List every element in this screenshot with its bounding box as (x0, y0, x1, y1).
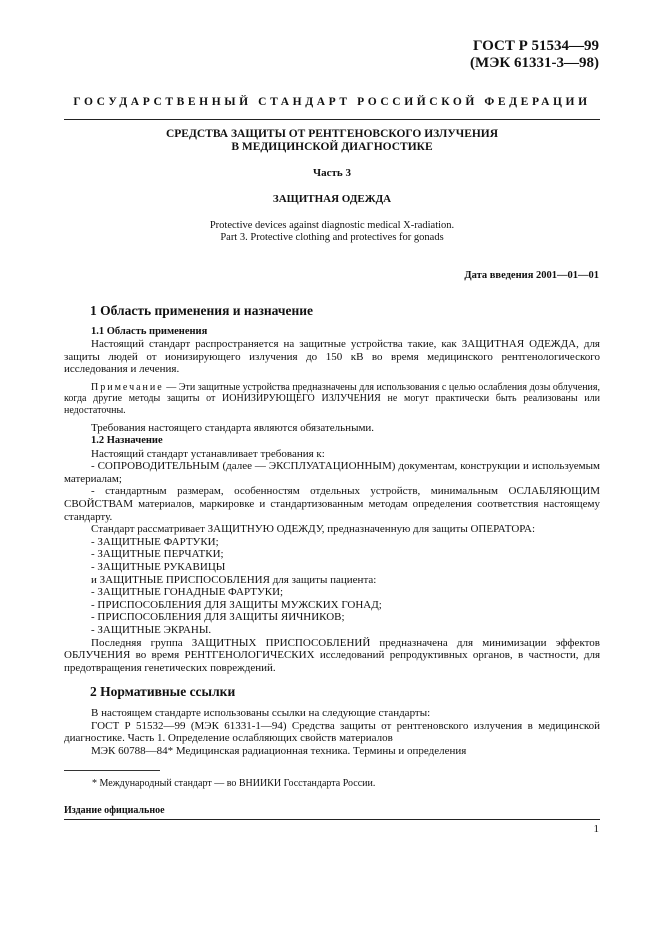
references-intro: В настоящем стандарте использованы ссылки на следующие стандарты: (91, 706, 431, 719)
note-paragraph (64, 382, 600, 417)
english-title-line-1: Protective devices against diagnostic medical X-radiation. (209, 220, 455, 231)
english-title (64, 220, 600, 244)
purpose-intro: Настоящий стандарт устанавливает требования к: (91, 447, 325, 460)
standard-designation (470, 38, 599, 72)
patient-intro: и ЗАЩИТНЫЕ ПРИСПОСОБЛЕНИЯ для защиты пациента: (91, 573, 377, 586)
header-divider (64, 119, 600, 120)
list-item: - ПРИСПОСОБЛЕНИЯ ДЛЯ ЗАЩИТЫ ЯИЧНИКОВ; (91, 611, 345, 624)
document-title (64, 128, 600, 154)
part-title: ЗАЩИТНАЯ ОДЕЖДА (272, 193, 392, 205)
mandatory-paragraph: Требования настоящего стандарта являются обязательными. (91, 422, 375, 435)
footnote: * Международный стандарт — во ВНИИКИ Госстандарта России. (92, 778, 376, 789)
reference-item: ГОСТ Р 51532—99 (МЭК 61331-1—94) Средства защиты от рентгеновского излучения в медицинской диагностике. Часть 1. Определение ослабляющих свойств материалов (64, 719, 600, 745)
english-title-line-2: Part 3. Protective clothing and protectives for gonads (220, 232, 444, 243)
iec-code: (МЭК 61331-3—98) (470, 55, 599, 71)
footnote-divider (64, 770, 160, 771)
list-item: - ЗАЩИТНЫЕ ЭКРАНЫ. (91, 623, 212, 636)
list-item: - ПРИСПОСОБЛЕНИЯ ДЛЯ ЗАЩИТЫ МУЖСКИХ ГОНАД; (91, 598, 382, 611)
list-item: - ЗАЩИТНЫЕ ПЕРЧАТКИ; (91, 548, 224, 561)
state-standard-banner: ГОСУДАРСТВЕННЫЙ СТАНДАРТ РОССИЙСКОЙ ФЕДЕРАЦИИ (73, 96, 591, 108)
operator-list (64, 536, 600, 574)
standard-code: ГОСТ Р 51534—99 (472, 38, 599, 54)
scope-paragraph: Настоящий стандарт распространяется на защитные устройства такие, как ЗАЩИТНАЯ ОДЕЖДА, для защиты людей от ионизирующего излучения до 150 кВ во время медицинского рентгенологического исследования и лечения. (64, 338, 600, 376)
requirement-item: - СОПРОВОДИТЕЛЬНЫМ (далее — ЭКСПЛУАТАЦИОННЫМ) документам, конструкции и используемым материалам; (64, 460, 600, 485)
subsection-1-1-heading: 1.1 Область применения (91, 325, 208, 337)
section-1-heading: 1 Область применения и назначение (90, 303, 314, 318)
note-label: Примечание (91, 381, 164, 393)
list-item: - ЗАЩИТНЫЕ РУКАВИЦЫ (91, 561, 226, 573)
part-number: Часть 3 (313, 167, 351, 179)
title-line-2: В МЕДИЦИНСКОЙ ДИАГНОСТИКЕ (231, 141, 433, 153)
page-number: 1 (593, 823, 599, 835)
note-text: — Эти защитные устройства предназначены для использования с целью ослабления дозы облучения, когда другие методы защиты от ИОНИЗИРУЮЩЕГО ИЗЛУЧЕНИЯ не могут практически быть реализованы или недостаточны. (64, 381, 600, 416)
operator-intro: Стандарт рассматривает ЗАЩИТНУЮ ОДЕЖДУ, предназначенную для защиты ОПЕРАТОРА: (91, 523, 536, 536)
subsection-1-2-heading: 1.2 Назначение (91, 435, 163, 447)
document-body (64, 305, 600, 757)
section-2-heading: 2 Нормативные ссылки (90, 684, 236, 700)
patient-list (64, 586, 600, 636)
requirement-item: - стандартным размерам, особенностям отдельных устройств, минимальным ОСЛАБЛЯЮЩИМ СВОЙСТВАМ материалов, маркировке и стандартизованным методам определения соответствия настоящему стандарту. (64, 485, 600, 523)
footer-divider (64, 819, 600, 820)
title-line-1: СРЕДСТВА ЗАЩИТЫ ОТ РЕНТГЕНОВСКОГО ИЗЛУЧЕНИЯ (165, 128, 499, 140)
list-item: - ЗАЩИТНЫЕ ГОНАДНЫЕ ФАРТУКИ; (91, 586, 284, 599)
last-group-paragraph: Последняя группа ЗАЩИТНЫХ ПРИСПОСОБЛЕНИЙ предназначена для минимизации эффектов ОБЛУЧЕНИЯ во время РЕНТГЕНОЛОГИЧЕСКИХ исследований репродуктивных органов, в частности, для предотвращения генетических повреждений. (64, 636, 600, 674)
edition-label: Издание официальное (64, 805, 165, 816)
reference-item: МЭК 60788—84* Медицинская радиационная техника. Термины и определения (91, 744, 467, 757)
list-item: - ЗАЩИТНЫЕ ФАРТУКИ; (91, 535, 219, 548)
introduction-date: Дата введения 2001—01—01 (464, 270, 599, 281)
